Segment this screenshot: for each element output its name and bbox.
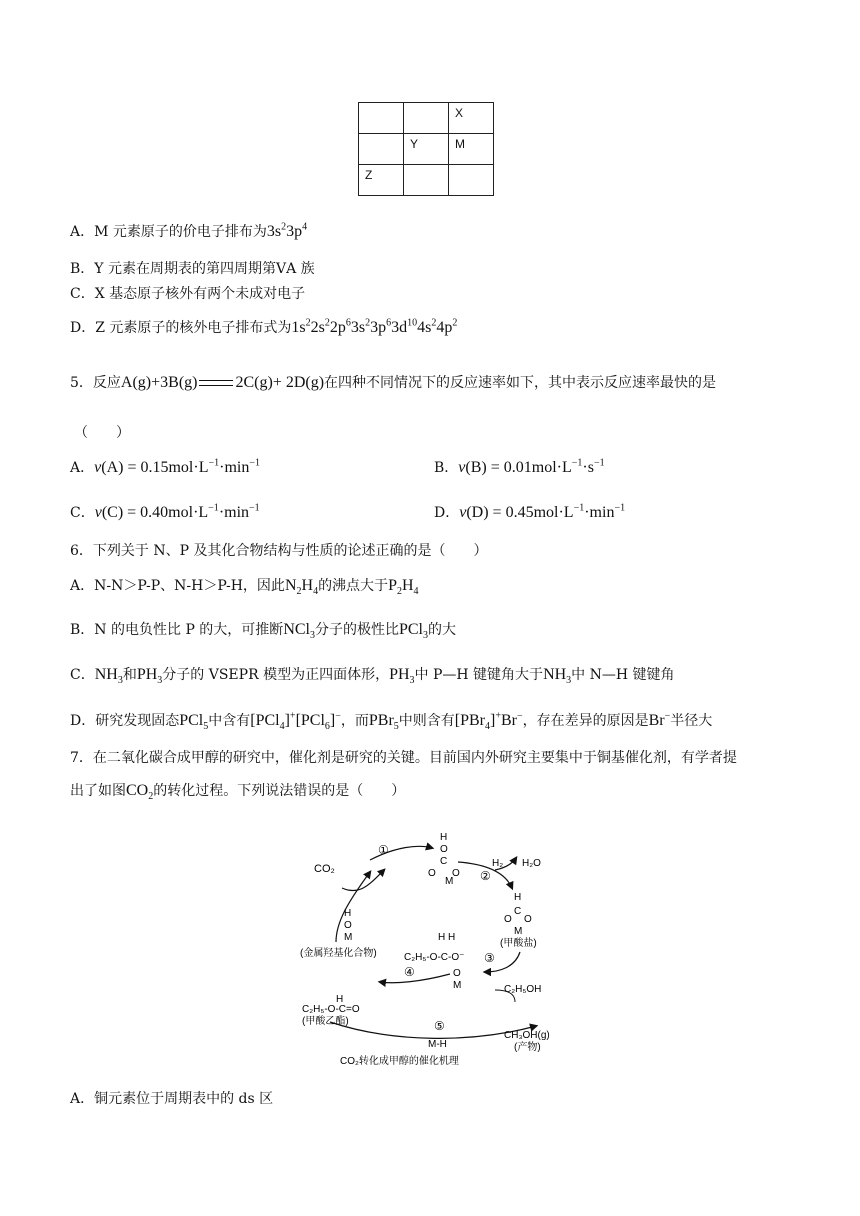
label-co2: CO₂ — [314, 863, 335, 875]
q4-option-d: D．Z 元素原子的核外电子排布式为$1s^22s^22p^63s^23p^63d^{10}4s^24p^2$ — [70, 317, 458, 336]
svg-text:M: M — [445, 876, 454, 887]
table-cell: Y — [404, 134, 449, 165]
svg-text:O: O — [452, 868, 460, 879]
table-cell — [404, 165, 449, 196]
svg-text:C₂H₅-O-C-O⁻: C₂H₅-O-C-O⁻ — [404, 952, 465, 963]
q6-option-d: D．研究发现固态PCl$_5$中含有[PCl$_4$]+[PCl$_6$]−，而PBr$_5$中则含有[PBr$_4$]+Br−，存在差异的原因是Br−半径大 — [70, 710, 713, 733]
arrow-hydroxide-up — [336, 872, 370, 942]
svg-text:O: O — [524, 914, 532, 925]
svg-text:C₂H₅-O-C=O: C₂H₅-O-C=O — [302, 1004, 360, 1015]
table-cell — [359, 103, 404, 134]
arrow-step1-a — [342, 870, 384, 891]
svg-text:C: C — [440, 856, 448, 867]
q5-paren: （ ） — [74, 425, 130, 441]
label-metal-hydroxide: (金属羟基化合物) — [300, 948, 377, 959]
label-ethanol: C₂H₅OH — [504, 984, 542, 995]
arrow-step4 — [380, 974, 450, 983]
q5-option-d: D．$v(D) = 0.45mol\cdot L^{-1}\cdot\min^{-1}$ — [434, 502, 626, 521]
step-5: ⑤ — [434, 1019, 445, 1033]
q5-stem: 5．反应A(g)+3B(g) 2C(g)+ 2D(g)在四种不同情况下的反应速率如下，其中表示反应速率最快的是 — [70, 374, 717, 391]
table-cell — [449, 165, 494, 196]
svg-text:O: O — [504, 914, 512, 925]
q6-stem: 6．下列关于 N、P 及其化合物结构与性质的论述正确的是（ ） — [70, 543, 488, 559]
table-cell — [359, 134, 404, 165]
svg-text:H: H — [336, 994, 344, 1005]
q6-option-b: B．N 的电负性比 P 的大，可推断NCl$_3$分子的极性比PCl$_3$的大 — [70, 621, 456, 642]
svg-text:O: O — [440, 844, 448, 855]
q6-option-c: C．$NH_3$和$PH_3$分子的 VSEPR 模型为正四面体形，$PH_3$中 P—H 键键角大于$NH_3$中 N—H 键键角 — [70, 666, 675, 687]
q4-option-c: C．X 基态原子核外有两个未成对电子 — [70, 286, 306, 302]
q7-stem-line1: 7．在二氧化碳合成甲醇的研究中，催化剂是研究的关键。目前国内外研究主要集中于铜基催化剂，有学者提 — [70, 750, 737, 766]
table-cell: Z — [359, 165, 404, 196]
q7-option-a: A．铜元素位于周期表中的 ds 区 — [70, 1091, 274, 1107]
q5-option-b: B．$v(B) = 0.01mol\cdot L^{-1}\cdot s^{-1}$ — [434, 457, 605, 476]
svg-text:O: O — [344, 920, 352, 931]
label-ethyl-formate: (甲酸乙酯) — [302, 1016, 349, 1027]
catalysis-mechanism-diagram — [300, 822, 560, 1072]
svg-text:O: O — [428, 868, 436, 879]
periodic-table-fragment — [358, 102, 494, 196]
q5-option-c: C．$v(C) = 0.40mol\cdot L^{-1}\cdot\min^{-1}$ — [70, 502, 260, 521]
step-2: ② — [480, 869, 491, 883]
svg-text:M: M — [453, 980, 462, 991]
step-4: ④ — [404, 965, 415, 979]
table-cell: X — [449, 103, 494, 134]
svg-text:H H: H H — [438, 932, 456, 943]
diagram-caption: CO₂转化成甲醇的催化机理 — [340, 1056, 459, 1067]
q4-option-a: A．M 元素原子的价电子排布为$3s^23p^4$ — [70, 221, 308, 240]
svg-text:H: H — [344, 908, 352, 919]
svg-text:M: M — [344, 932, 353, 943]
svg-text:H: H — [514, 892, 522, 903]
label-methanol: CH₃OH(g) — [504, 1030, 550, 1041]
label-formate: (甲酸盐) — [500, 938, 537, 949]
step-1: ① — [378, 843, 389, 857]
svg-text:O: O — [453, 968, 461, 979]
q7-stem-line2: 出了如图$CO_2$的转化过程。下列说法错误的是（ ） — [70, 782, 406, 803]
label-h2o: H₂O — [522, 858, 541, 869]
label-h2: H₂ — [492, 858, 504, 869]
q6-option-a: A．N-N＞P-P、N-H＞P-H，因此$N_2H_4$的沸点大于$P_2H_4$ — [70, 577, 419, 598]
q4-option-b: B．Y 元素在周期表的第四周期第ⅤA 族 — [70, 261, 315, 277]
svg-text:C: C — [514, 906, 522, 917]
svg-text:H: H — [440, 832, 448, 843]
table-cell: M — [449, 134, 494, 165]
q5-option-a: A．$v(A) = 0.15mol\cdot L^{-1}\cdot\min^{-1}$ — [70, 457, 260, 476]
label-product: (产物) — [514, 1042, 541, 1053]
table-cell — [404, 103, 449, 134]
label-mh: M-H — [428, 1039, 447, 1050]
step-3: ③ — [484, 951, 495, 965]
svg-text:M: M — [514, 926, 523, 937]
